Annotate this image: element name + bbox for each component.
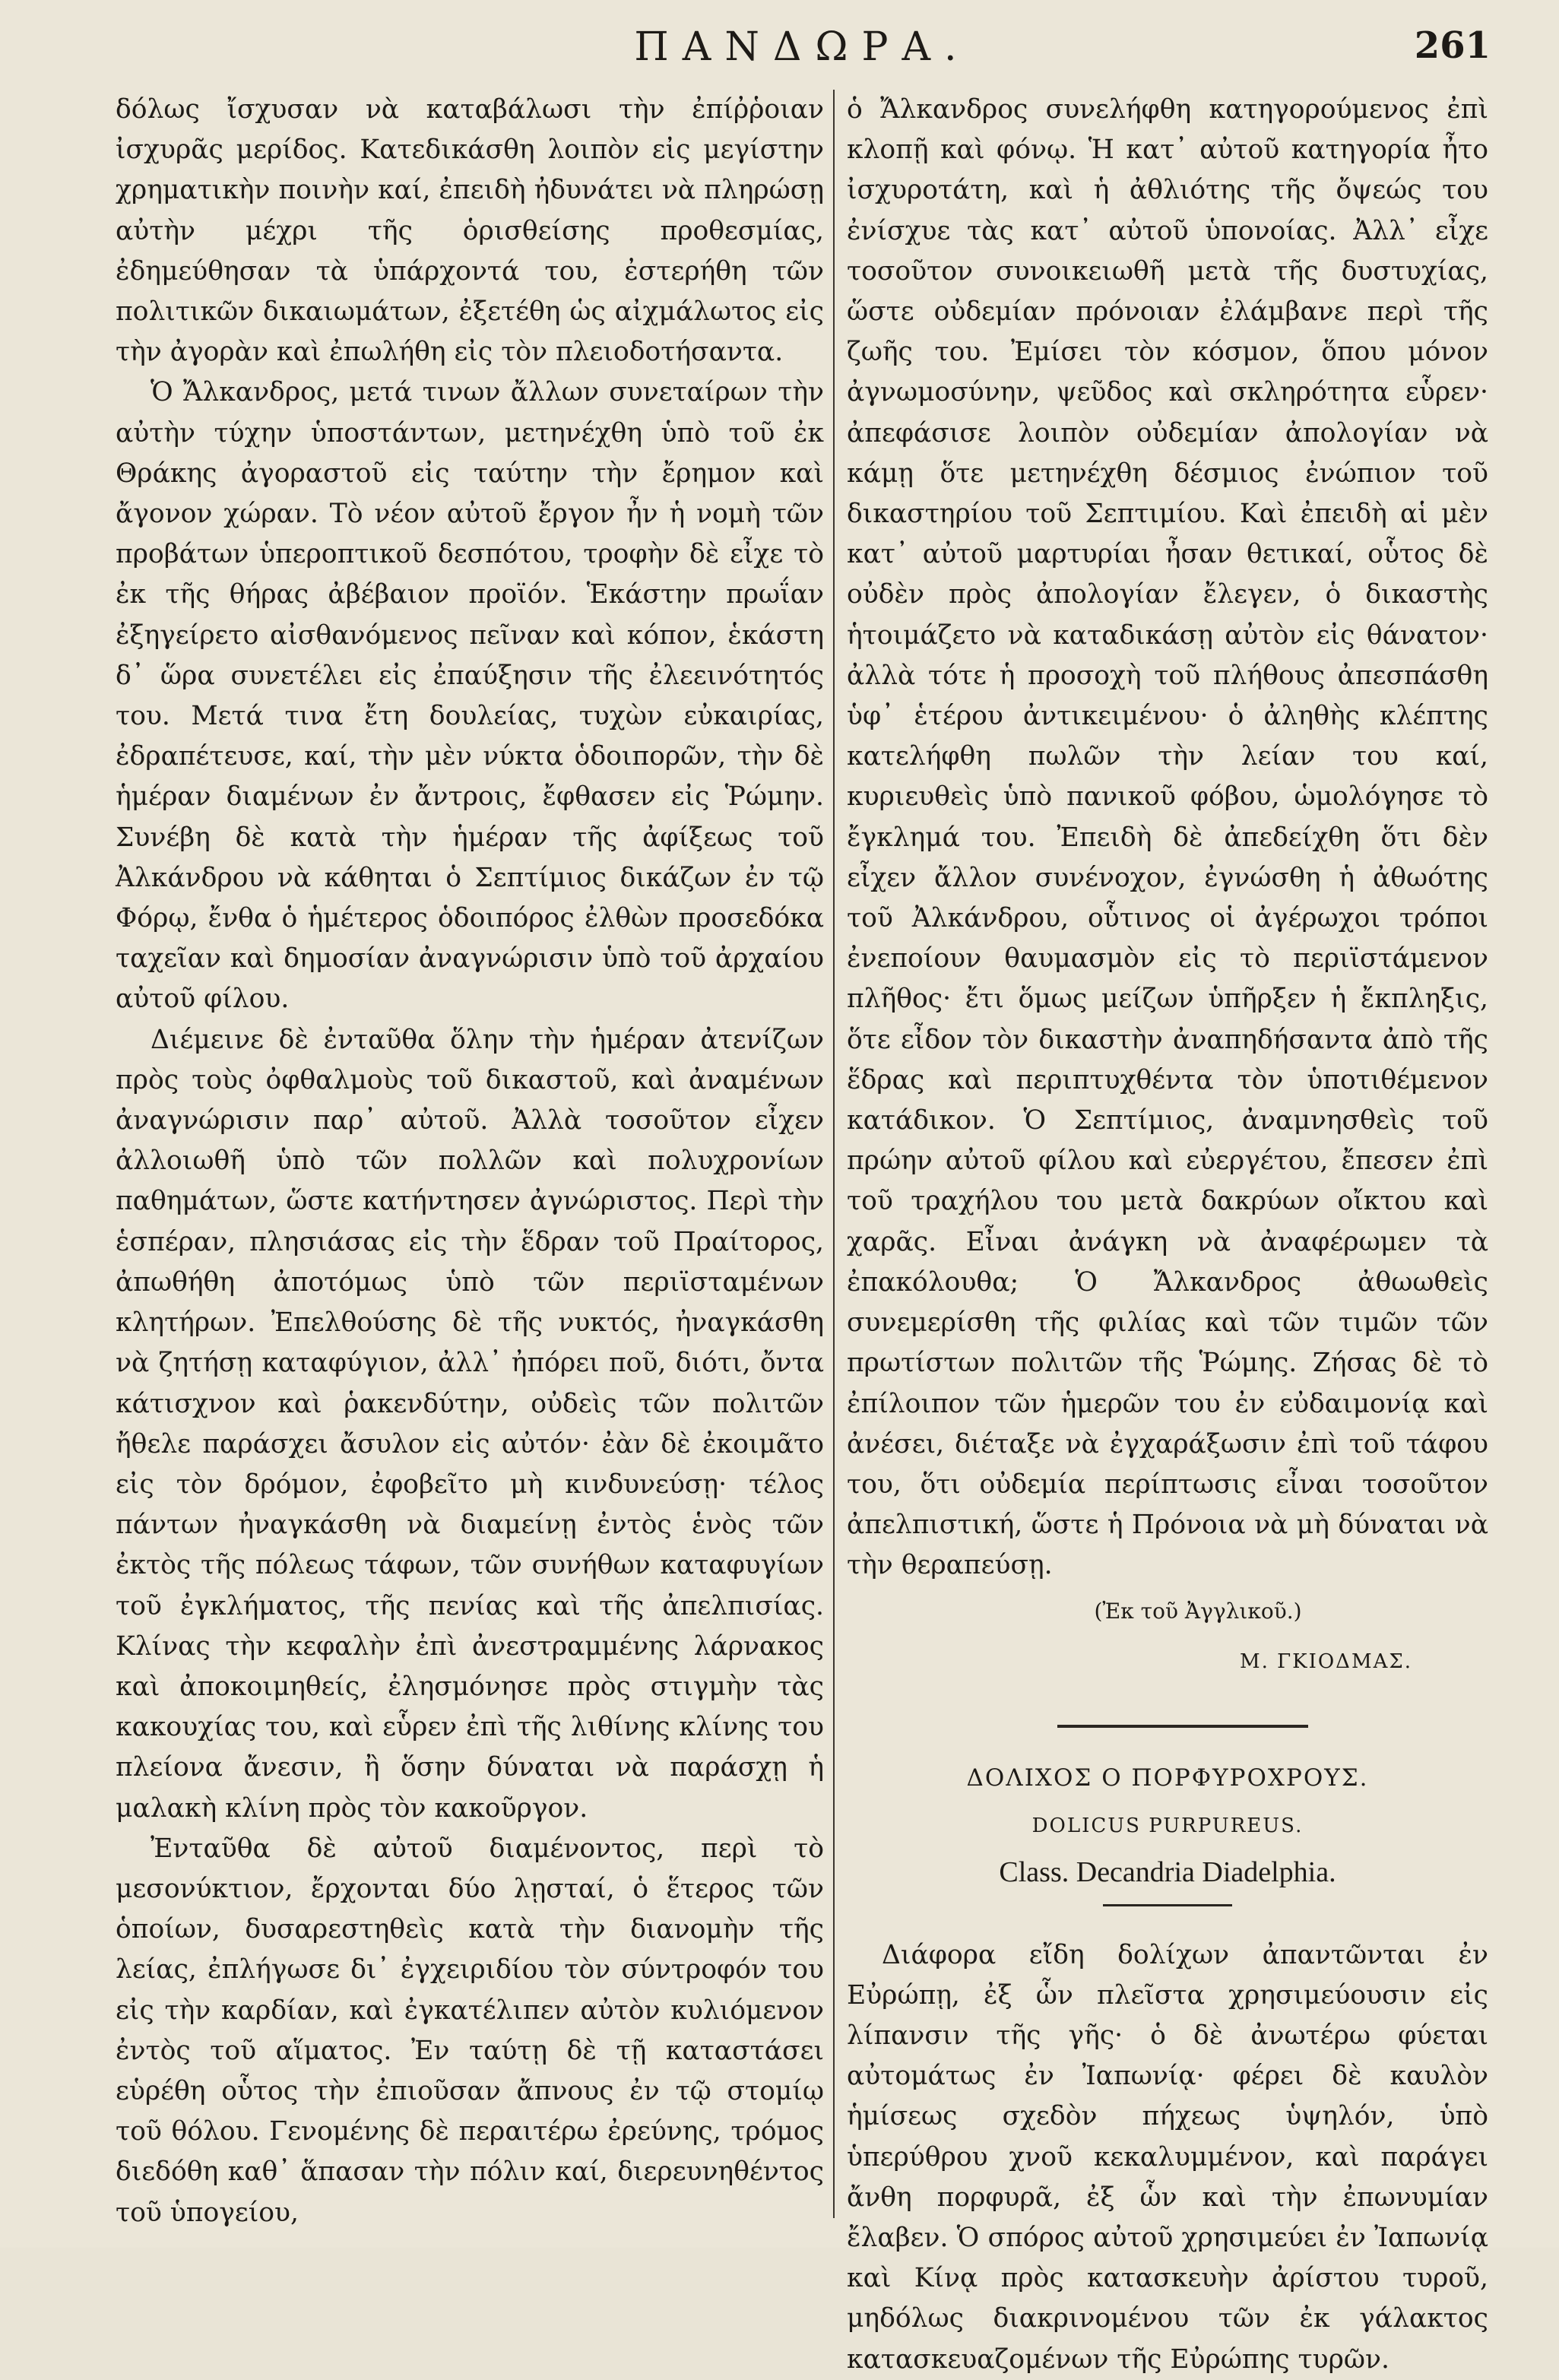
column-divider [833, 90, 835, 2218]
right-column [847, 90, 1488, 2380]
running-head [114, 21, 1491, 74]
article-classification: Class. Decandria Diadelphia. [999, 1856, 1336, 1889]
paragraph: ὁ Ἄλκανδρος συνελήφθη κατηγορούμενος ἐπὶ κλοπῇ καὶ φόνῳ. Ἡ κατ᾽ αὐτοῦ κατηγορία ἦτο ἰσχυροτάτη, καὶ ἡ ἀθλιότης τῆς ὄψεώς του ἐνίσχυε τὰς κατ᾽ αὐτοῦ ὑπονοίας. Ἀλλ᾽ εἶχε τοσοῦτον συνοικειωθῆ μετὰ τῆς δυστυχίας, ὥστε οὐδεμίαν πρόνοιαν ἐλάμβανε περὶ τῆς ζωῆς του. Ἐμίσει τὸν κόσμον, ὅπου μόνον ἀγνωμοσύνην, ψεῦδος καὶ σκληρότητα εὗρεν· ἀπεφάσισε λοιπὸν οὐδεμίαν ἀπολογίαν νὰ κάμῃ ὅτε μετηνέχθη δέσμιος ἐνώπιον τοῦ δικαστηρίου τοῦ Σεπτιμίου. Καὶ ἐπειδὴ αἱ μὲν κατ᾽ αὐτοῦ μαρτυρίαι ἦσαν θετικαί, οὗτος δὲ οὐδὲν πρὸς ἀπολογίαν ἔλεγεν, ὁ δικαστὴς ἡτοιμάζετο νὰ καταδικάσῃ αὐτὸν εἰς θάνατον· ἀλλὰ τότε ἡ προσοχὴ τοῦ πλήθους ἀπεσπάσθη ὑφ᾽ ἑτέρου ἀντικειμένου· ὁ ἀληθὴς κλέπτης κατελήφθη πωλῶν τὴν λείαν του καί, κυριευθεὶς ὑπὸ πανικοῦ φόβου, ὡμολόγησε τὸ ἔγκλημά του. Ἐπειδὴ δὲ ἀπεδείχθη ὅτι δὲν εἶχεν ἄλλον συνένοχον, ἐγνώσθη ἡ ἀθωότης τοῦ Ἀλκάνδρου, οὗτινος οἱ ἀγέρωχοι τρόποι ἐνεποίουν θαυμασμὸν εἰς τὸ περιϊστάμενον πλῆθος· ἔτι ὅμως μείζων ὑπῆρξεν ἡ ἔκπληξις, ὅτε εἶδον τὸν δικαστὴν ἀναπηδήσαντα ἀπὸ τῆς ἕδρας καὶ περιπτυχθέντα τὸν ὑποτιθέμενον κατάδικον. Ὁ Σεπτίμιος, ἀναμνησθεὶς τοῦ πρώην αὐτοῦ φίλου καὶ εὐεργέτου, ἔπεσεν ἐπὶ τοῦ τραχήλου του μετὰ δακρύων οἴκτου καὶ χαρᾶς. Εἶναι ἀνάγκη νὰ ἀναφέρωμεν τὰ ἐπακόλουθα; Ὁ Ἄλκανδρος ἀθωωθεὶς συνεμερίσθη τῆς φιλίας καὶ τῶν τιμῶν τῶν πρωτίστων πολιτῶν τῆς Ῥώμης. Ζήσας δὲ τὸ ἐπίλοιπον τῶν ἡμερῶν του ἐν εὐδαιμονίᾳ καὶ ἀνέσει, διέταξε νὰ ἐγχαράξωσιν ἐπὶ τοῦ τάφου του, ὅτι οὐδεμία περίπτωσις εἶναι τοσοῦτον ἀπελπιστική, ὥστε ἡ Πρόνοια νὰ μὴ δύναται νὰ τὴν θεραπεύσῃ. [847, 94, 1488, 1581]
source-note: (Ἐκ τοῦ Ἀγγλικοῦ.) [1094, 1598, 1302, 1624]
article-title: ΔΟΛΙΧΟΣ Ο ΠΟΡΦΥΡΟΧΡΟΥΣ. [966, 1764, 1369, 1792]
paragraph: Ὁ Ἄλκανδρος, μετά τινων ἄλλων συνεταίρων τὴν αὐτὴν τύχην ὑποστάντων, μετηνέχθη ὑπὸ τοῦ ἐκ Θράκης ἀγοραστοῦ εἰς ταύτην τὴν ἔρημον καὶ ἄγονον χώραν. Τὸ νέον αὐτοῦ ἔργον ἦν ἡ νομὴ τῶν προβάτων ὑπεροπτικοῦ δεσπότου, τροφὴν δὲ εἶχε τὸ ἐκ τῆς θήρας ἀβέβαιον προϊόν. Ἑκάστην πρωΐαν ἐξηγείρετο αἰσθανόμενος πεῖναν καὶ κόπον, ἑκάστη δ᾽ ὥρα συνετέλει εἰς ἐπαύξησιν τῆς ἐλεεινότητός του. Μετά τινα ἔτη δουλείας, τυχὼν εὐκαιρίας, ἐδραπέτευσε, καί, τὴν μὲν νύκτα ὁδοιπορῶν, τὴν δὲ ἡμέραν διαμένων ἐν ἄντροις, ἔφθασεν εἰς Ῥώμην. Συνέβη δὲ κατὰ τὴν ἡμέραν τῆς ἀφίξεως τοῦ Ἀλκάνδρου νὰ κάθηται ὁ Σεπτίμιος δικάζων ἐν τῷ Φόρῳ, ἔνθα ὁ ἡμέτερος ὁδοιπόρος ἐλθὼν προσεδόκα ταχεῖαν καὶ δημοσίαν ἀναγνώρισιν ὑπὸ τοῦ ἀρχαίου αὐτοῦ φίλου. [116, 377, 824, 1015]
section-rule [1057, 1725, 1308, 1728]
journal-title: ΠΑΝΔΩΡΑ. [634, 24, 971, 70]
paragraph: Διάφορα εἴδη δολίχων ἀπαντῶνται ἐν Εὐρώπῃ, ἐξ ὧν πλεῖστα χρησιμεύουσιν εἰς λίπανσιν τῆς γῆς· ὁ δὲ ἀνωτέρω φύεται αὐτομάτως ἐν Ἰαπωνίᾳ· φέρει δὲ καυλὸν ἡμίσεως σχεδὸν πήχεως ὑψηλόν, ὑπὸ ὑπερύθρου χνοῦ κεκαλυμμένον, καὶ παράγει ἄνθη πορφυρᾶ, ἐξ ὧν καὶ τὴν ἐπωνυμίαν ἔλαβεν. Ὁ σπόρος αὐτοῦ χρησιμεύει ἐν Ἰαπωνίᾳ καὶ Κίνᾳ πρὸς κατασκευὴν ἀρίστου τυροῦ, μηδόλως διακρινομένου τῶν ἐκ γάλακτος κατασκευαζομένων τῆς Εὐρώπης τυρῶν. [847, 1939, 1488, 2375]
paragraph: Διέμεινε δὲ ἐνταῦθα ὅλην τὴν ἡμέραν ἀτενίζων πρὸς τοὺς ὀφθαλμοὺς τοῦ δικαστοῦ, καὶ ἀναμένων ἀναγνώρισιν παρ᾽ αὐτοῦ. Ἀλλὰ τοσοῦτον εἶχεν ἀλλοιωθῆ ὑπὸ τῶν πολλῶν καὶ πολυχρονίων παθημάτων, ὥστε κατήντησεν ἀγνώριστος. Περὶ τὴν ἑσπέραν, πλησιάσας εἰς τὴν ἕδραν τοῦ Πραίτορος, ἀπωθήθη ἀποτόμως ὑπὸ τῶν περιϊσταμένων κλητήρων. Ἐπελθούσης δὲ τῆς νυκτός, ἠναγκάσθη νὰ ζητήσῃ καταφύγιον, ἀλλ᾽ ἠπόρει ποῦ, διότι, ὄντα κάτισχνον καὶ ῥακενδύτην, οὐδεὶς τῶν πολιτῶν ἤθελε παράσχει ἄσυλον εἰς αὐτόν· ἐὰν δὲ ἐκοιμᾶτο εἰς τὸν δρόμον, ἐφοβεῖτο μὴ κινδυνεύσῃ· τέλος πάντων ἠναγκάσθη νὰ διαμείνῃ ἐντὸς ἑνὸς τῶν ἐκτὸς τῆς πόλεως τάφων, τῶν συνήθων καταφυγίων τοῦ ἐγκλήματος, τῆς πενίας καὶ τῆς ἀπελπισίας. Κλίνας τὴν κεφαλὴν ἐπὶ ἀνεστραμμένης λάρνακος καὶ ἀποκοιμηθείς, ἐλησμόνησε πρὸς στιγμὴν τὰς κακουχίας του, καὶ εὗρεν ἐπὶ τῆς λιθίνης κλίνης του πλείονα ἄνεσιν, ἢ ὅσην δύναται νὰ παράσχῃ ἡ μαλακὴ κλίνη πρὸς τὸν κακοῦργον. [116, 1024, 824, 1824]
short-rule [1103, 1904, 1232, 1906]
paragraph: δόλως ἴσχυσαν νὰ καταβάλωσι τὴν ἐπίῤῥοιαν ἰσχυρᾶς μερίδος. Κατεδικάσθη λοιπὸν εἰς μεγίστην χρηματικὴν ποινὴν καί, ἐπειδὴ ἠδυνάτει νὰ πληρώσῃ αὐτὴν μέχρι τῆς ὁρισθείσης προθεσμίας, ἐδημεύθησαν τὰ ὑπάρχοντά του, ἐστερήθη τῶν πολιτικῶν δικαιωμάτων, ἐξετέθη ὡς αἰχμάλωτος εἰς τὴν ἀγορὰν καὶ ἐπωλήθη εἰς τὸν πλειοδοτήσαντα. [116, 94, 824, 368]
left-column [116, 90, 824, 2233]
page-number: 261 [1414, 24, 1491, 67]
author-signature: Μ. ΓΚΙΟΔΜΑΣ. [1239, 1650, 1412, 1673]
paragraph: Ἐνταῦθα δὲ αὐτοῦ διαμένοντος, περὶ τὸ μεσονύκτιον, ἔρχονται δύο λῃσταί, ὁ ἕτερος τῶν ὁποίων, δυσαρεστηθεὶς κατὰ τὴν διανομὴν τῆς λείας, ἐπλήγωσε δι᾽ ἐγχειριδίου τὸν σύντροφόν του εἰς τὴν καρδίαν, καὶ ἐγκατέλιπεν αὐτὸν κυλιόμενον ἐντὸς τοῦ αἵματος. Ἐν ταύτῃ δὲ τῇ καταστάσει εὑρέθη οὗτος τὴν ἐπιοῦσαν ἄπνους ἐν τῷ στομίῳ τοῦ θόλου. Γενομένης δὲ περαιτέρω ἐρεύνης, τρόμος διεδόθη καθ᾽ ἅπασαν τὴν πόλιν καί, διερευνηθέντος τοῦ ὑπογείου, [116, 1833, 824, 2228]
article-latin-name: DOLICUS PURPUREUS. [1031, 1814, 1304, 1838]
